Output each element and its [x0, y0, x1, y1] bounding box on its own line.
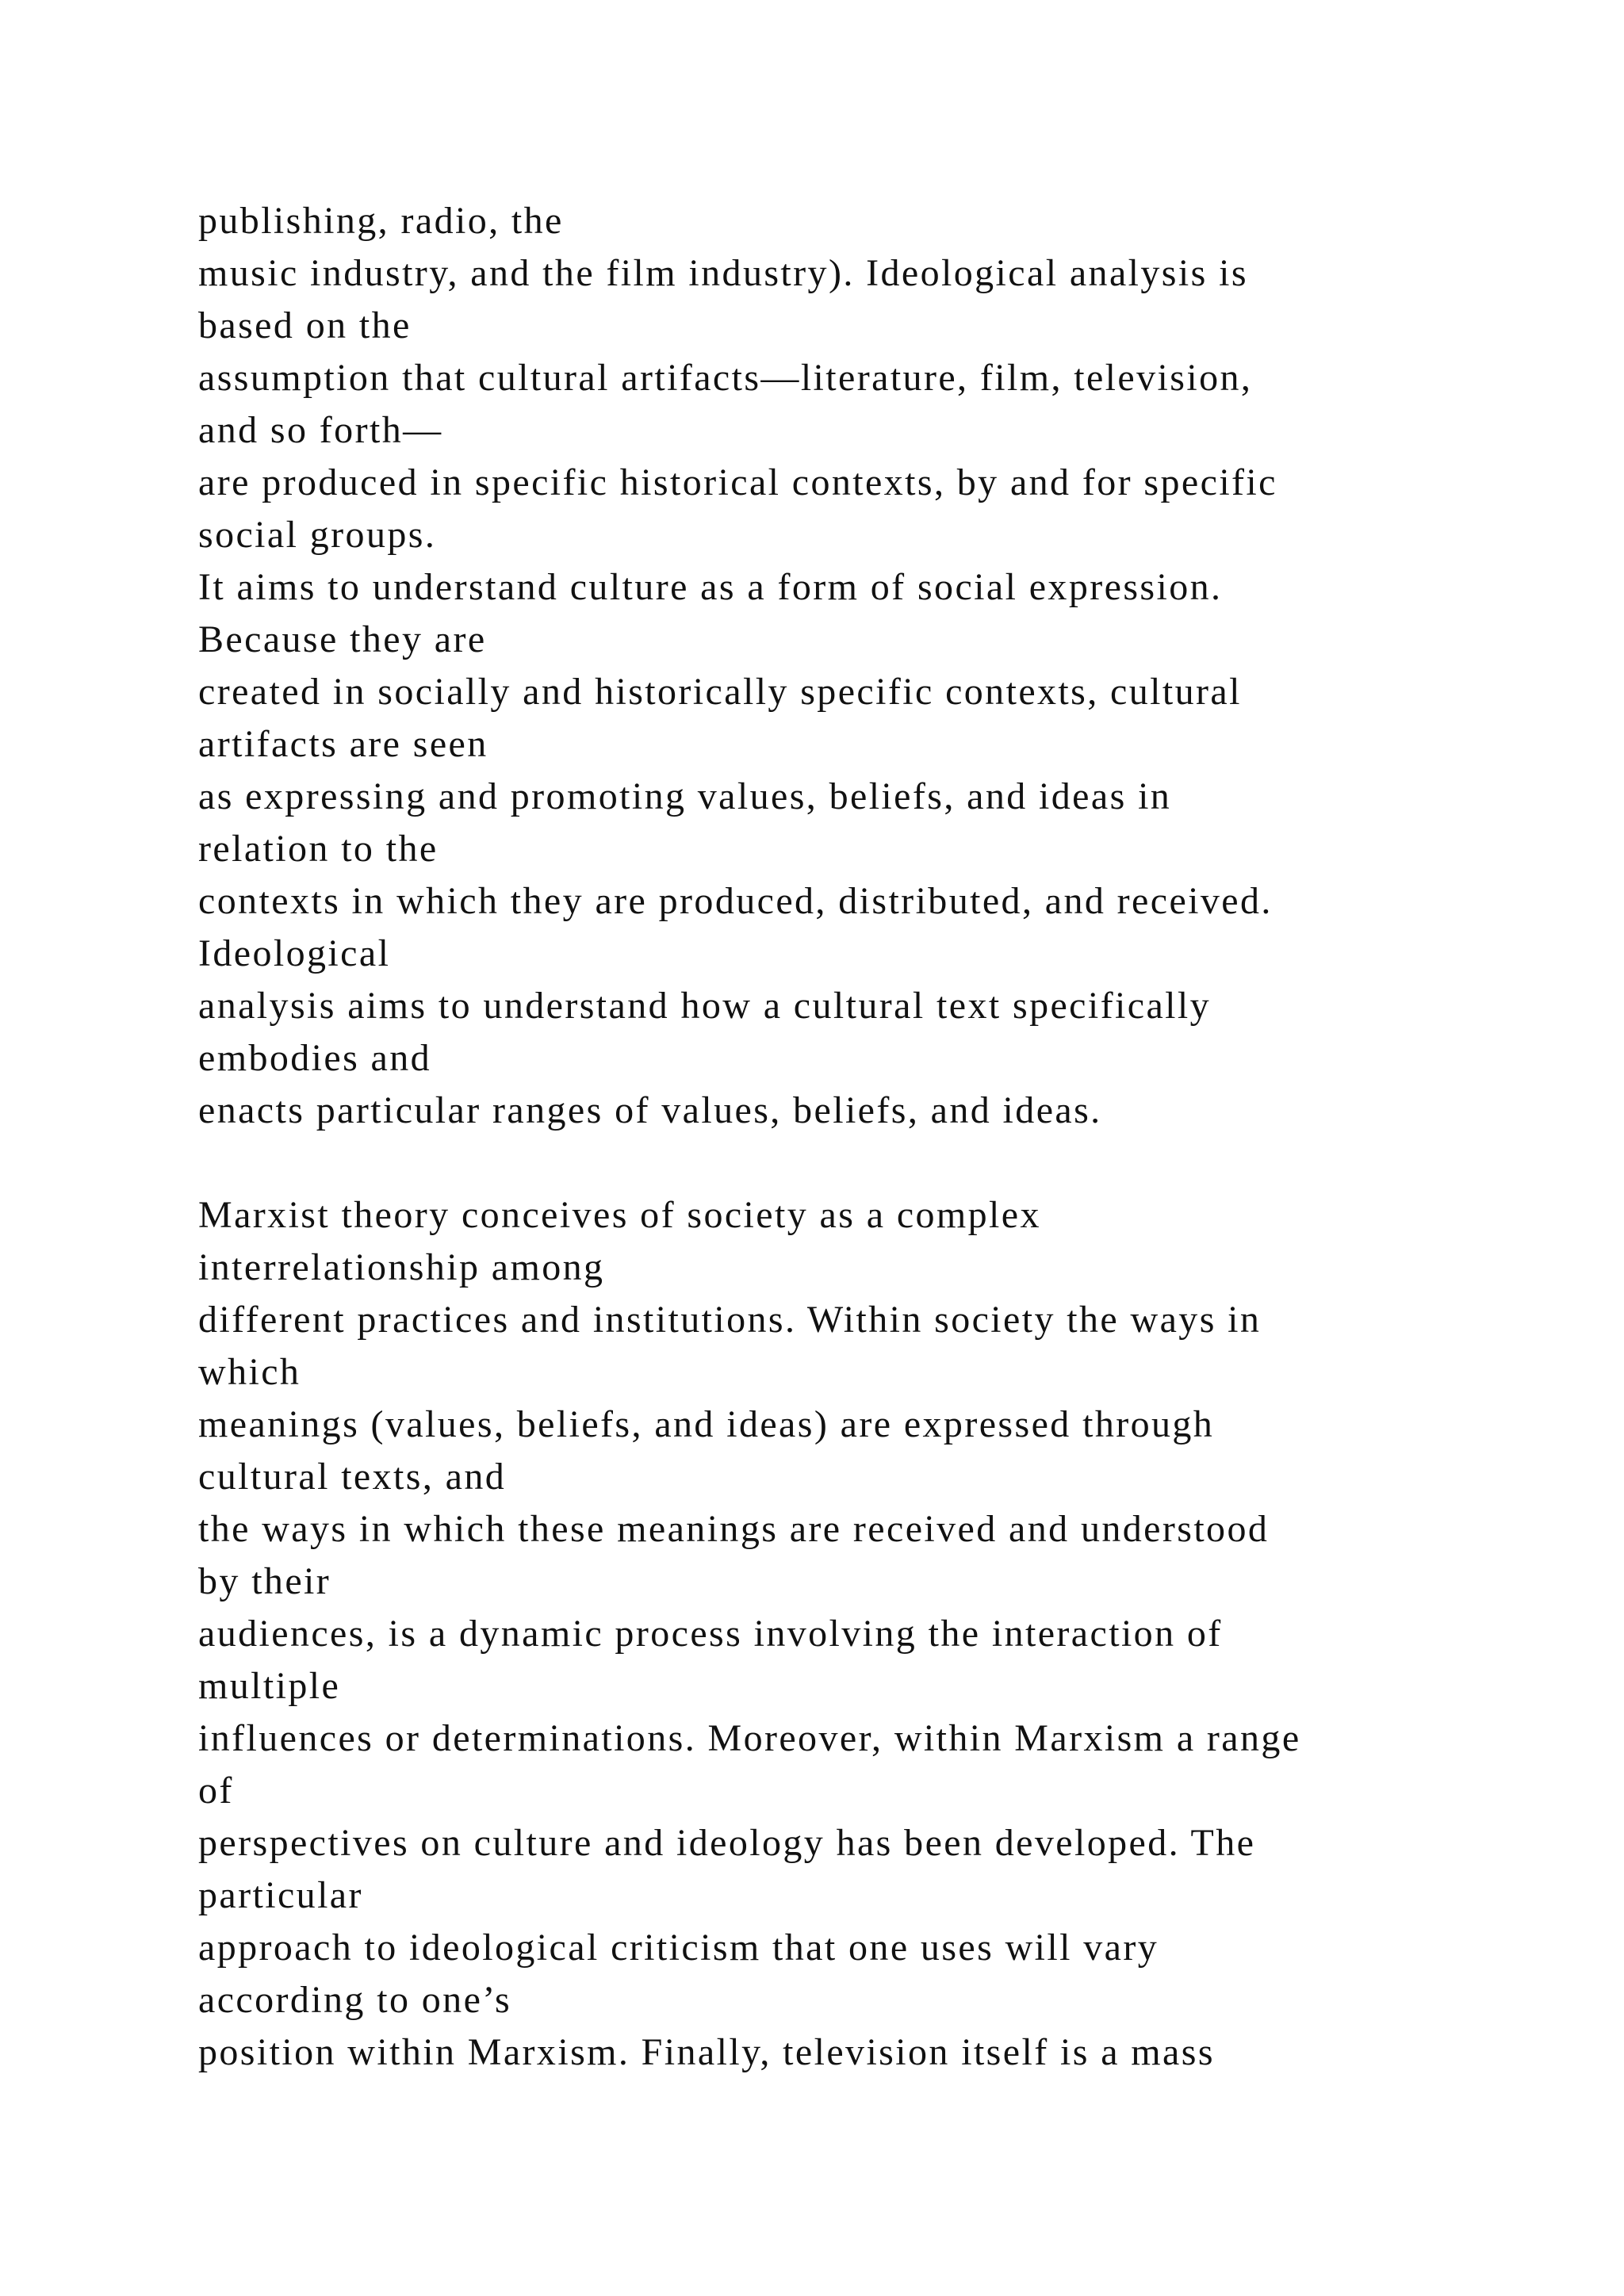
text-line: influences or determinations. Moreover, within Marxism a range [198, 1717, 1301, 1759]
text-line: perspectives on culture and ideology has been developed. The [198, 1822, 1256, 1864]
text-line: as expressing and promoting values, beliefs, and ideas in [198, 775, 1172, 817]
text-line: audiences, is a dynamic process involving the interaction of [198, 1613, 1223, 1655]
text-line: Ideological [198, 932, 391, 974]
text-line: relation to the [198, 828, 439, 870]
text-line: Marxist theory conceives of society as a complex [198, 1194, 1041, 1236]
text-line: particular [198, 1874, 363, 1916]
text-line: interrelationship among [198, 1246, 605, 1288]
text-line: based on the [198, 304, 412, 346]
text-line: different practices and institutions. Within society the ways in [198, 1299, 1262, 1341]
paragraph-1 [198, 195, 1562, 1137]
text-line: artifacts are seen [198, 723, 488, 765]
text-line: cultural texts, and [198, 1456, 507, 1498]
text-line: are produced in specific historical contexts, by and for specific [198, 461, 1277, 503]
text-line: according to one’s [198, 1979, 512, 2021]
text-line: publishing, radio, the [198, 200, 564, 242]
text-line: and so forth— [198, 409, 443, 451]
text-line: It aims to understand culture as a form of social expression. [198, 566, 1223, 608]
text-line: assumption that cultural artifacts—literature, film, television, [198, 357, 1253, 399]
text-line: music industry, and the film industry). Ideological analysis is [198, 252, 1248, 294]
text-line: which [198, 1351, 301, 1393]
text-line: analysis aims to understand how a cultural text specifically [198, 985, 1212, 1027]
text-line: approach to ideological criticism that one uses will vary [198, 1927, 1159, 1969]
text-line: by their [198, 1560, 331, 1602]
text-line: position within Marxism. Finally, television itself is a mass [198, 2031, 1215, 2073]
text-line: meanings (values, beliefs, and ideas) are expressed through [198, 1403, 1215, 1445]
text-line: Because they are [198, 618, 487, 660]
text-line: multiple [198, 1665, 341, 1707]
text-line: social groups. [198, 514, 437, 556]
paragraph-2 [198, 1189, 1562, 2079]
document-body [198, 195, 1562, 2079]
text-line: of [198, 1770, 234, 1812]
text-line: contexts in which they are produced, distributed, and received. [198, 880, 1273, 922]
text-line: the ways in which these meanings are received and understood [198, 1508, 1270, 1550]
text-line: embodies and [198, 1037, 432, 1079]
text-line: created in socially and historically specific contexts, cultural [198, 671, 1242, 713]
text-line: enacts particular ranges of values, beliefs, and ideas. [198, 1089, 1102, 1131]
paragraph-spacer [198, 1137, 1562, 1189]
